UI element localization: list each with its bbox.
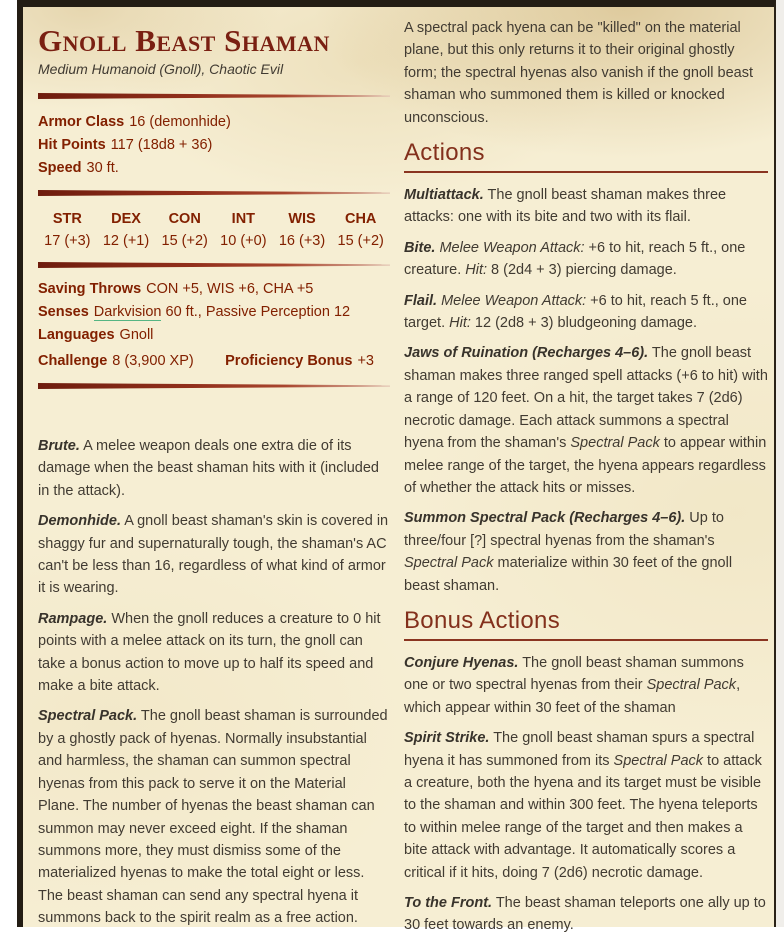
attribute-value: 117 (18d8 + 36): [110, 137, 213, 153]
stat-block: [17, 0, 776, 934]
detail-label: Senses: [38, 304, 89, 320]
detail-value: CON +5, WIS +6, CHA +5: [146, 281, 314, 297]
feature-name: Summon Spectral Pack (Recharges 4–6).: [404, 510, 686, 527]
feature-name: Demonhide.: [38, 513, 121, 530]
traits: [38, 435, 390, 930]
action-paragraph: Flail. Melee Weapon Attack: +6 to hit, reach 5 ft., one target. Hit: 12 (2d8 + 3) bludgeoning damage.: [404, 292, 747, 332]
ability-wis: [273, 209, 332, 251]
italic-text: Spectral Pack: [570, 435, 660, 452]
tapered-rule-divider: [38, 93, 390, 99]
feature-name: Flail.: [404, 292, 438, 309]
tapered-rule-divider: [38, 383, 390, 389]
trait-paragraph: Demonhide. A gnoll beast shaman's skin is covered in shaggy fur and supernaturally tough, the shaman's AC can't be less than 16, regardless of what kind of armor it is wearing.: [38, 513, 389, 597]
ability-value: 15 (+2): [161, 233, 208, 249]
proficiency-value: +3: [357, 353, 374, 369]
detail-line: [38, 301, 390, 324]
action-paragraph: Bite. Melee Weapon Attack: +6 to hit, reach 5 ft., one creature. Hit: 8 (2d4 + 3) piercing damage.: [404, 239, 746, 279]
italic-text: Spectral Pack: [404, 555, 494, 572]
feature-name: Jaws of Ruination (Recharges 4–6).: [404, 345, 649, 362]
ability-name: DEX: [111, 211, 141, 227]
ability-str: [38, 209, 97, 251]
italic-text: Melee Weapon Attack:: [441, 292, 587, 309]
feature-name: Brute.: [38, 438, 80, 454]
challenge-label: Challenge: [38, 353, 108, 369]
section-heading-bonus-actions: Bonus Actions: [404, 607, 768, 641]
italic-text: Hit:: [449, 315, 471, 332]
attribute-value: 16 (demonhide): [129, 114, 231, 130]
tapered-rule-divider: [38, 262, 390, 268]
scrollbar-track[interactable]: [776, 0, 784, 927]
detail-value: Darkvision 60 ft., Passive Perception 12: [93, 304, 351, 320]
proficiency-bonus: [225, 350, 374, 373]
attribute-label: Speed: [38, 160, 82, 176]
attribute-line: [38, 134, 390, 157]
feature-name: Spirit Strike.: [404, 730, 490, 747]
attribute-label: Armor Class: [38, 114, 125, 130]
ability-name: INT: [231, 211, 256, 227]
feature-name: Spectral Pack.: [38, 708, 138, 725]
detail-line: [38, 278, 390, 301]
trait-paragraph: Brute. A melee weapon deals one extra die of its damage when the beast shaman hits with it (included in the attack).: [38, 438, 379, 499]
tapered-rule-divider: [38, 190, 390, 196]
action-paragraph: Conjure Hyenas. The gnoll beast shaman summons one or two spectral hyenas from their Spectral Pack, which appear within 30 feet of the shaman: [404, 654, 744, 716]
action-sections: [404, 139, 768, 937]
section-heading-actions: Actions: [404, 139, 768, 173]
ability-name: CHA: [344, 211, 377, 227]
attribute-value: 30 ft.: [86, 160, 119, 176]
ability-value: 12 (+1): [102, 233, 150, 249]
feature-name: Rampage.: [38, 610, 108, 627]
stat-block-columns: [23, 7, 774, 937]
abilities-table: [38, 206, 390, 252]
detail-value: Gnoll: [119, 327, 154, 343]
detail-label: Languages: [38, 327, 115, 343]
attribute-line: [38, 111, 390, 134]
feature-name: To the Front.: [404, 895, 493, 911]
ability-con: [155, 209, 214, 251]
ability-value: 16 (+3): [278, 233, 326, 249]
action-paragraph: Spirit Strike. The gnoll beast shaman spurs a spectral hyena it has summoned from its Spectral Pack to attack a creature, both the hyena and its target must be visible to the shaman and within 300 feet. The hyena teleports to within melee range of the target and then makes a bite attack with advantage. It automatically scores a critical if it hits, doing 7 (2d6) necrotic damage.: [404, 730, 762, 881]
ability-int: [214, 209, 273, 251]
ability-name: WIS: [288, 211, 316, 227]
action-paragraph: Jaws of Ruination (Recharges 4–6). The gnoll beast shaman makes three ranged spell attacks (+6 to hit) with a range of 120 feet. On a hit, the target takes 7 (2d6) necrotic damage. Each attack summons a spectral hyena from the shaman's Spectral Pack to appear within melee range of the target, the hyena appears regardless of whether the attack hits or misses.: [404, 345, 768, 496]
attribute-lines: [38, 111, 390, 180]
feature-name: Conjure Hyenas.: [404, 654, 519, 671]
ability-value: 10 (+0): [220, 233, 267, 249]
left-column: [38, 15, 390, 937]
action-paragraph: Summon Spectral Pack (Recharges 4–6). Up to three/four [?] spectral hyenas from the shaman's Spectral Pack materialize within 30 feet of the gnoll beast shaman.: [404, 510, 733, 594]
feature-name: Bite.: [404, 239, 436, 256]
proficiency-label: Proficiency Bonus: [225, 353, 353, 369]
action-paragraph: Multiattack. The gnoll beast shaman makes three attacks: one with its bite and two with its flail.: [404, 187, 727, 226]
italic-text: Spectral Pack: [613, 752, 704, 769]
creature-name: Gnoll Beast Shaman: [38, 23, 330, 58]
detail-lines: [38, 278, 390, 347]
creature-meta: Medium Humanoid (Gnoll), Chaotic Evil: [38, 61, 284, 77]
attribute-label: Hit Points: [38, 137, 106, 153]
challenge-row: [38, 350, 390, 373]
ability-value: 15 (+2): [337, 233, 384, 249]
ability-name: STR: [52, 211, 82, 227]
detail-label: Saving Throws: [38, 281, 142, 297]
ability-dex: [97, 209, 156, 251]
challenge-rating: [38, 350, 194, 373]
spectral-pack-continuation: A spectral pack hyena can be "killed" on the material plane, but this only returns it to their original ghostly form; the spectral hyenas also vanish if the gnoll beast shaman who summoned them is killed or knocked unconscious.: [404, 20, 753, 126]
ability-cha: [331, 209, 390, 251]
italic-text: Spectral Pack: [646, 677, 737, 694]
ability-value: 17 (+3): [44, 233, 91, 249]
detail-line: [38, 324, 390, 347]
trait-paragraph: Spectral Pack. The gnoll beast shaman is surrounded by a ghostly pack of hyenas. Normally insubstantial and harmless, the shaman can summon spectral hyenas from this pack to serve it on the Material Plane. The number of hyenas the beast shaman can summon may never exceed eight. If the shaman summons more, they must dismiss some of the materialized hyenas to make the total eight or less. The beast shaman can send any spectral hyena it summons back to the spirit realm as a free action.: [38, 708, 388, 927]
ability-name: CON: [168, 211, 201, 227]
italic-text: Melee Weapon Attack:: [439, 239, 585, 256]
italic-text: Hit:: [465, 262, 487, 279]
feature-name: Multiattack.: [404, 187, 484, 204]
action-paragraph: To the Front. The beast shaman teleports one ally up to 30 feet towards an enemy.: [404, 895, 766, 934]
challenge-value: 8 (3,900 XP): [112, 353, 194, 369]
attribute-line: [38, 157, 390, 180]
trait-paragraph: Rampage. When the gnoll reduces a creature to 0 hit points with a melee attack on its turn, the gnoll can take a bonus action to move up to half its speed and make a bite attack.: [38, 610, 381, 695]
right-column: [404, 15, 768, 937]
darkvision-link[interactable]: Darkvision: [93, 304, 162, 320]
